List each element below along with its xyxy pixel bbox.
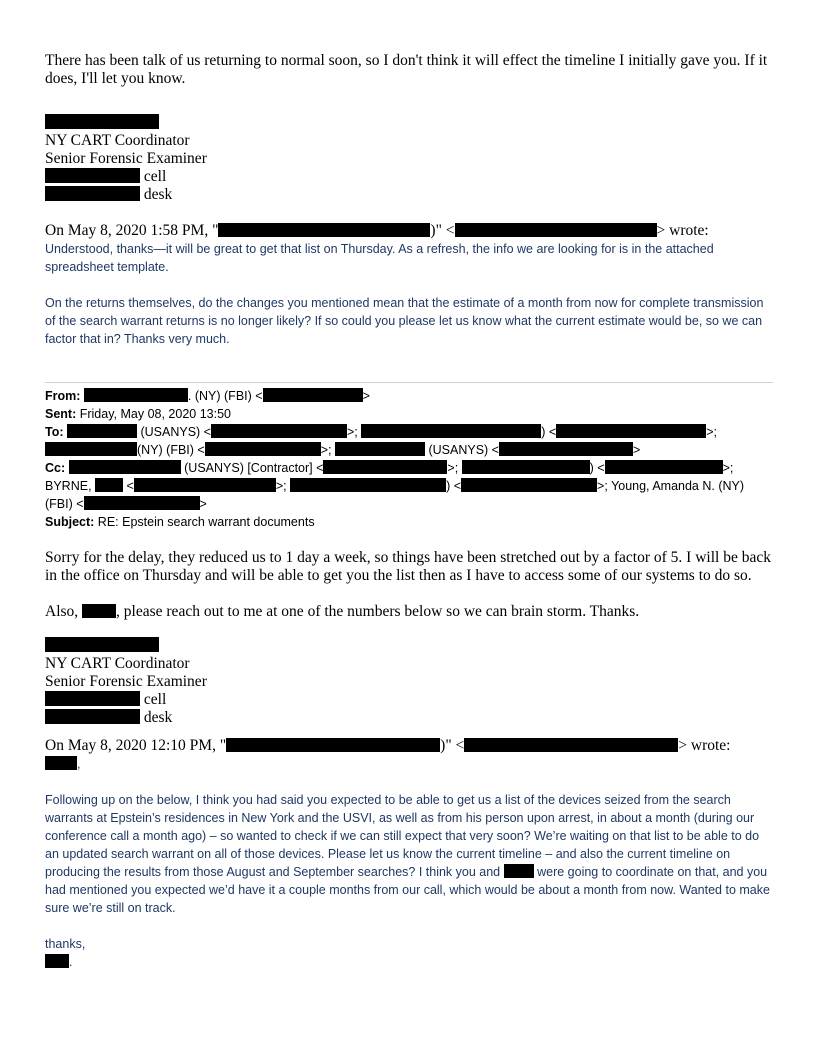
separator: >; — [706, 425, 717, 439]
redaction-box — [218, 223, 430, 237]
bracket: > — [632, 443, 641, 457]
redaction-box — [45, 756, 77, 770]
desk-label: desk — [143, 709, 173, 726]
cell-label: cell — [143, 691, 167, 708]
desk-label: desk — [143, 186, 173, 203]
recipient-org: (USANYS) < — [140, 425, 211, 439]
separator: ) < — [589, 461, 605, 475]
redaction-box — [45, 954, 69, 968]
reply-paragraph: Sorry for the delay, they reduced us to 1 day a week, so things have been stretched out by a factor of 5. I will be back in the office on Thursday and will be able to get you the list then as I have to access some of our systems to do so. — [45, 549, 771, 584]
redaction-box — [45, 114, 159, 129]
to-line-cont — [45, 441, 773, 459]
salutation-comma: , — [77, 757, 81, 771]
subject-label: Subject: — [45, 515, 95, 529]
quote-body: Following up on the below, I think you had said you expected to be able to get us a list of the devices seized from the search warrants at Epstein’s residences in New York and the USVI, as well as from his person upon arrest, in about a month (during our conference call a month ago) – so wanted to check if we can still expect that very soon? We’re waiting on that list to be able to do an updated search warrant on all of those devices. Please let us know the current timeline – and also the current timeline on producing the results from those August and September searches? I think you and — [45, 793, 760, 879]
signoff-period: . — [69, 955, 73, 969]
signature-title: NY CART Coordinator — [45, 655, 190, 672]
reply-paragraph: There has been talk of us returning to normal soon, so I don't think it will effect the timeline I initially gave you. If it does, I'll let you know. — [45, 52, 768, 87]
redaction-box — [462, 460, 590, 474]
redaction-box — [84, 388, 188, 402]
cell-label: cell — [143, 168, 167, 185]
redaction-box — [205, 442, 321, 456]
signature-subtitle: Senior Forensic Examiner — [45, 150, 207, 167]
redaction-box — [464, 738, 678, 752]
quote-body-cont: were going to coordinate on that, and you had mentioned you expected we’d have it a couple months from our call, which would be about a month from now. Wanted to make sure we’re still on track. — [45, 865, 770, 915]
sent-label: Sent: — [45, 407, 77, 421]
from-org: . (NY) (FBI) < — [187, 389, 263, 403]
redaction-box — [323, 460, 447, 474]
redaction-box — [45, 637, 159, 652]
redaction-box — [499, 442, 633, 456]
email-document — [45, 52, 773, 971]
subject-line — [45, 513, 773, 531]
quote-header — [45, 222, 773, 240]
separator: >; — [347, 425, 358, 439]
reply-text: , please reach out to me at one of the numbers below so we can brain storm. Thanks. — [116, 603, 640, 620]
quote-paragraph — [45, 791, 773, 917]
redaction-box — [605, 460, 723, 474]
redaction-box — [45, 709, 140, 724]
redaction-box — [134, 478, 276, 492]
to-label: To: — [45, 425, 64, 439]
reply-paragraph — [45, 603, 773, 621]
salutation — [45, 755, 773, 773]
redaction-box — [95, 478, 123, 492]
subject-value: RE: Epstein search warrant documents — [97, 515, 315, 529]
cc-line-cont — [45, 477, 773, 495]
quote-header — [45, 737, 773, 755]
recipient-name: BYRNE, — [45, 479, 92, 493]
quote-header-suffix: > wrote: — [656, 222, 709, 239]
sent-line — [45, 405, 773, 423]
redaction-box — [263, 388, 363, 402]
recipient-org: (NY) (FBI) < — [137, 443, 205, 457]
redaction-box — [226, 738, 440, 752]
redaction-box — [556, 424, 706, 438]
separator: ) < — [446, 479, 462, 493]
recipient-org: (USANYS) < — [428, 443, 499, 457]
redaction-box — [45, 186, 140, 201]
signoff — [45, 953, 773, 971]
quote-paragraph: On the returns themselves, do the changes you mentioned mean that the estimate of a month from now for complete transmission of the search warrant returns is no longer likely? If so could you please let us know what the current estimate would be, so we can factor that in? Thanks very much. — [45, 296, 764, 346]
quote-header-prefix: On May 8, 2020 12:10 PM, " — [45, 737, 227, 754]
separator: ) < — [541, 425, 557, 439]
quote-header-suffix: > wrote: — [678, 737, 731, 754]
redaction-box — [455, 223, 657, 237]
cc-line-cont2 — [45, 495, 773, 513]
redaction-box — [67, 424, 137, 438]
quote-header-mid: )" < — [430, 222, 455, 239]
signature-subtitle: Senior Forensic Examiner — [45, 673, 207, 690]
redaction-box — [45, 442, 137, 456]
separator: >; — [320, 443, 332, 457]
quote-header-mid: )" < — [440, 737, 465, 754]
to-line — [45, 423, 773, 441]
cc-label: Cc: — [45, 461, 66, 475]
signature-block — [45, 114, 773, 204]
bracket: < — [126, 479, 134, 493]
cc-line — [45, 459, 773, 477]
recipient-name: ; Young, Amanda N. (NY) — [604, 479, 745, 493]
quote-header-prefix: On May 8, 2020 1:58 PM, " — [45, 222, 219, 239]
separator: >; — [275, 479, 287, 493]
redaction-box — [69, 460, 181, 474]
sent-value: Friday, May 08, 2020 13:50 — [79, 407, 231, 421]
redaction-box — [361, 424, 541, 438]
signature-title: NY CART Coordinator — [45, 132, 190, 149]
bracket: > — [597, 479, 605, 493]
from-line — [45, 387, 773, 405]
redaction-box — [84, 496, 200, 510]
closing: thanks, — [45, 937, 86, 951]
redaction-box — [211, 424, 347, 438]
quote-paragraph: Understood, thanks—it will be great to get that list on Thursday. As a refresh, the info we are looking for is in the attached spreadsheet template. — [45, 242, 714, 274]
redaction-box — [290, 478, 446, 492]
separator: >; — [722, 461, 734, 475]
redaction-box — [45, 691, 140, 706]
recipient-org: (USANYS) [Contractor] < — [184, 461, 324, 475]
redaction-box — [45, 168, 140, 183]
from-label: From: — [45, 389, 81, 403]
redaction-box — [335, 442, 425, 456]
redaction-box — [461, 478, 597, 492]
bracket: > — [199, 497, 207, 511]
forward-header — [45, 387, 773, 531]
bracket: > — [362, 389, 370, 403]
redaction-box — [82, 604, 116, 618]
signature-block — [45, 637, 773, 727]
reply-text: Also, — [45, 603, 79, 620]
recipient-org: (FBI) < — [45, 497, 84, 511]
redaction-box — [504, 864, 534, 878]
separator: >; — [447, 461, 459, 475]
